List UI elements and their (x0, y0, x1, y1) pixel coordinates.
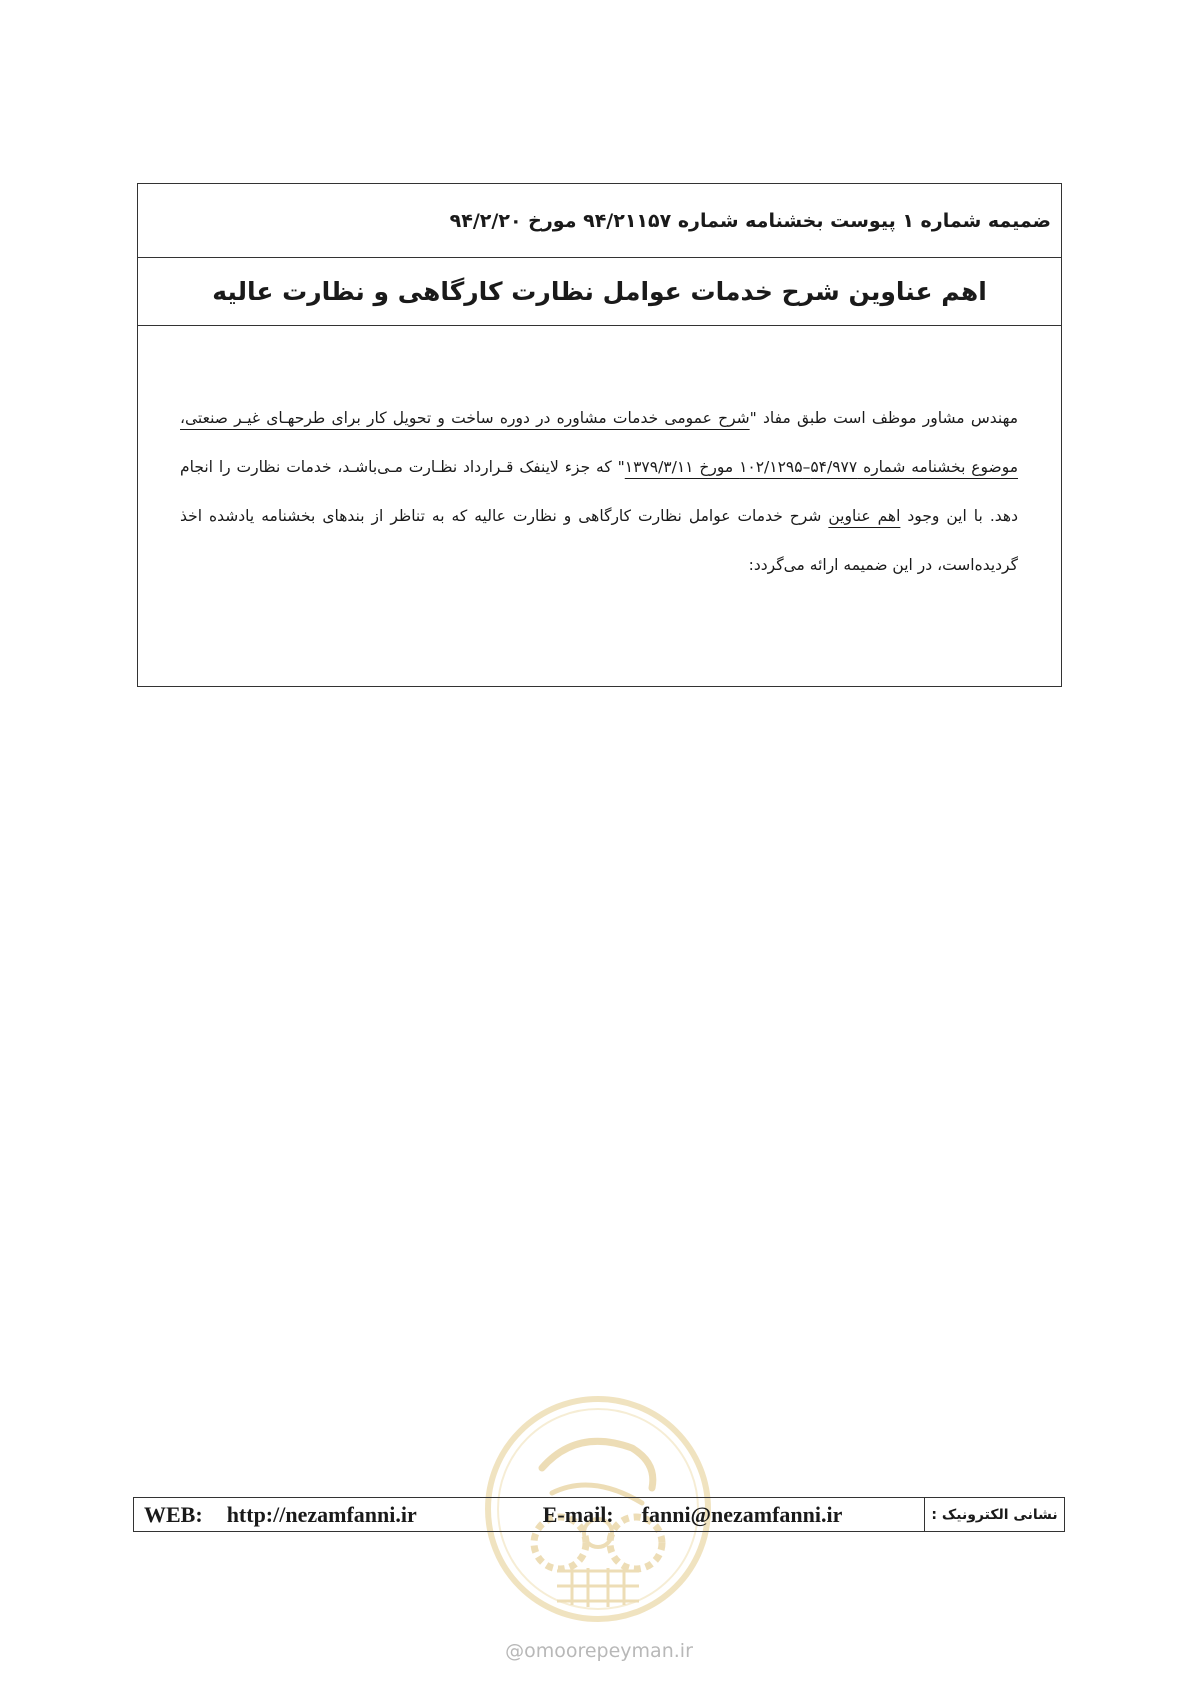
body-underlined-reference: شرح عمومی خدمات مشاوره در دوره ساخت و تحویل کار برای طرحهـای غیـر صنعتی، موضوع بخشنامه شماره ۵۴/۹۷۷–۱۰۲/۱۲۹۵ مورخ ۱۳۷۹/۳/۱۱ (180, 409, 1019, 476)
email-link[interactable]: fanni@nezamfanni.ir (641, 1501, 843, 1527)
electronic-address-label: نشانی الکترونیک : (924, 1498, 1064, 1531)
footer-contact-bar (133, 1497, 1065, 1532)
title-row (138, 258, 1061, 326)
watermark-site-text: @omoorepeyman.ir (505, 1640, 693, 1662)
web-label: WEB: (144, 1501, 203, 1527)
document-title: اهم عناوین شرح خدمات عوامل نظارت کارگاهی و نظارت عالیه (212, 277, 987, 306)
annex-header-row (138, 184, 1061, 258)
web-url-link[interactable]: http://nezamfanni.ir (226, 1501, 417, 1527)
email-label: E-mail: (542, 1501, 614, 1527)
body-text-2: " که جزء لاینفک قـرارداد نظـارت مـی‌باشـد، خدمات نظارت را انجام دهد. با این وجود (180, 458, 1018, 525)
body-paragraph (138, 326, 1061, 590)
body-underlined-phrase: اهم عناوین (828, 507, 901, 525)
body-text-3: شرح خدمات عوامل نظارت کارگاهی و نظارت عالیه که به تناظر از بندهای بخشنامه یادشده اخذ گردیده‌است، در این ضمیمه ارائه می‌گردد: (180, 507, 1018, 574)
footer-links (134, 1502, 924, 1528)
annex-box (137, 183, 1062, 687)
annex-reference-line: ضمیمه شماره ۱ پیوست بخشنامه شماره ۹۴/۲۱۱۵۷ مورخ ۹۴/۲/۲۰ (449, 209, 1051, 232)
body-text-1: مهندس مشاور موظف است طبق مفاد " (749, 409, 1019, 427)
